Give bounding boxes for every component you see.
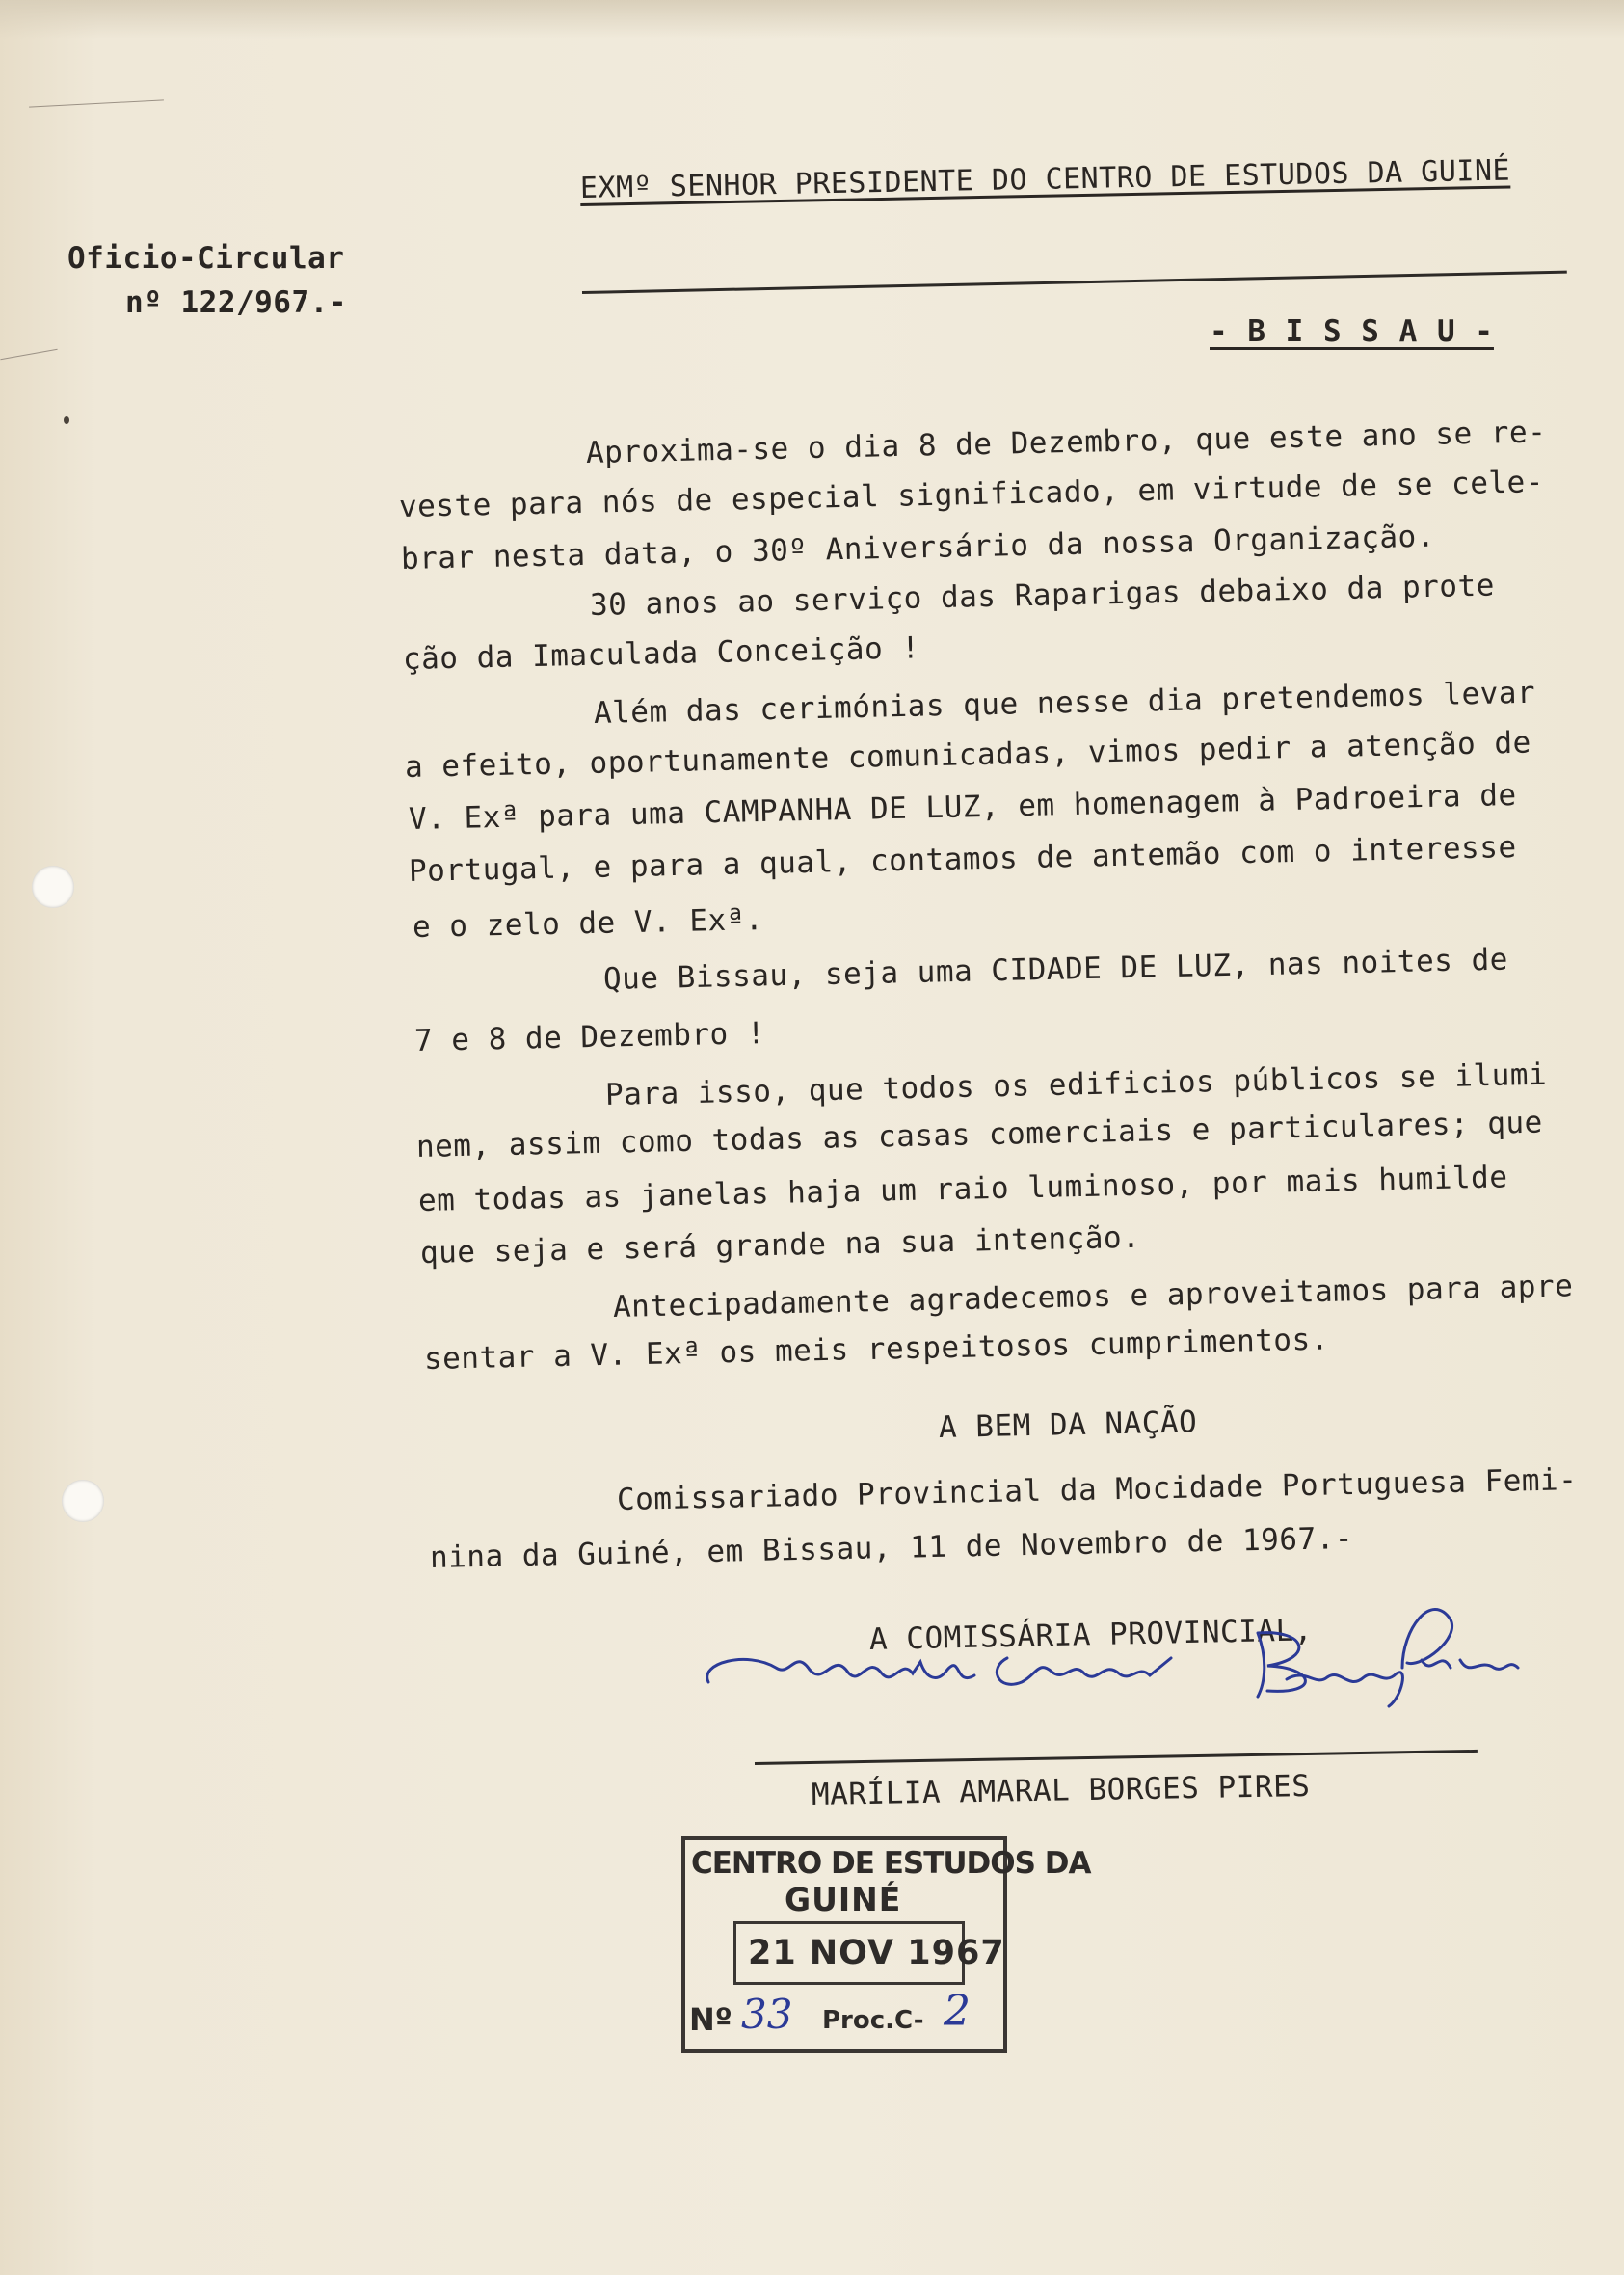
body-line: Que Bissau, seja uma CIDADE DE LUZ, nas noites de (602, 942, 1509, 997)
handwritten-signature (689, 1591, 1557, 1754)
body-line: Além das cerimónias que nesse dia pretendemos levar (593, 675, 1536, 731)
closing-motto: A BEM DA NAÇÃO (938, 1405, 1198, 1445)
body-line: a efeito, oportunamente comunicadas, vimos pedir a atenção de (404, 725, 1532, 785)
signatory-name: MARÍLIA AMARAL BORGES PIRES (811, 1768, 1311, 1812)
stamp-number-value: 33 (741, 1991, 793, 2038)
body-line: nem, assim como todas as casas comerciais e particulares; que (415, 1105, 1544, 1164)
body-line: Antecipadamente agradecemos e aproveitamos para apre (612, 1269, 1574, 1325)
body-line: V. Exª para uma CAMPANHA DE LUZ, em homenagem à Padroeira de (408, 777, 1517, 837)
stamp-number-label: Nº (689, 2001, 732, 2038)
body-line: e o zelo de V. Exª. (412, 902, 764, 945)
stamp-proc-label: Proc.C- (822, 2006, 924, 2035)
place-bissau: - B I S S A U - (1210, 314, 1494, 349)
stamp-date: 21 NOV 1967 (748, 1934, 1005, 1972)
stamp-org-line-1: CENTRO DE ESTUDOS DA (691, 1846, 1091, 1881)
addressee-rule (582, 271, 1567, 294)
body-line: brar nesta data, o 30º Aniversário da nossa Organização. (400, 519, 1436, 576)
punch-hole-bottom (62, 1480, 104, 1522)
body-line: que seja e será grande na sua intenção. (419, 1219, 1141, 1271)
body-line: 7 e 8 de Dezembro ! (413, 1016, 766, 1058)
body-line: 30 anos ao serviço das Raparigas debaixo da prote (589, 568, 1496, 623)
addressee-line: EXMº SENHOR PRESIDENTE DO CENTRO DE ESTUDOS DA GUINÉ (579, 153, 1511, 205)
reference-label: Oficio-Circular (67, 241, 345, 276)
body-line: sentar a V. Exª os meis respeitosos cumprimentos. (423, 1322, 1330, 1377)
body-line: Aproxima-se o dia 8 de Dezembro, que este ano se re- (585, 415, 1547, 470)
issuer-line-2: nina da Guiné, em Bissau, 11 de Novembro de 1967.- (429, 1520, 1354, 1575)
stamp-proc-value: 2 (944, 1987, 971, 2036)
body-line: em todas as janelas haja um raio luminoso, por mais humilde (417, 1160, 1508, 1218)
issuer-line-1: Comissariado Provincial da Mocidade Portuguesa Femi- (616, 1462, 1578, 1517)
margin-pencil-mark (29, 99, 164, 107)
reference-number: nº 122/967.- (125, 285, 347, 320)
stamp-date-box (733, 1921, 1005, 1985)
body-line: veste para nós de especial significado, em virtude de se cele- (398, 465, 1545, 524)
ink-speck (64, 416, 69, 424)
margin-pencil-mark (0, 349, 57, 360)
body-line: Portugal, e para a qual, contamos de antemão com o interesse (408, 829, 1517, 889)
punch-hole-top (32, 866, 74, 908)
stamp-org-line-2: GUINÉ (785, 1881, 902, 1918)
body-line: Para isso, que todos os edificios públicos se ilumi (604, 1057, 1548, 1112)
receipt-stamp (681, 1836, 1091, 2053)
paper-fold-shadow (0, 0, 1624, 39)
signatory-role: A COMISSÁRIA PROVINCIAL, (868, 1613, 1314, 1657)
body-line: ção da Imaculada Conceição ! (402, 630, 920, 677)
